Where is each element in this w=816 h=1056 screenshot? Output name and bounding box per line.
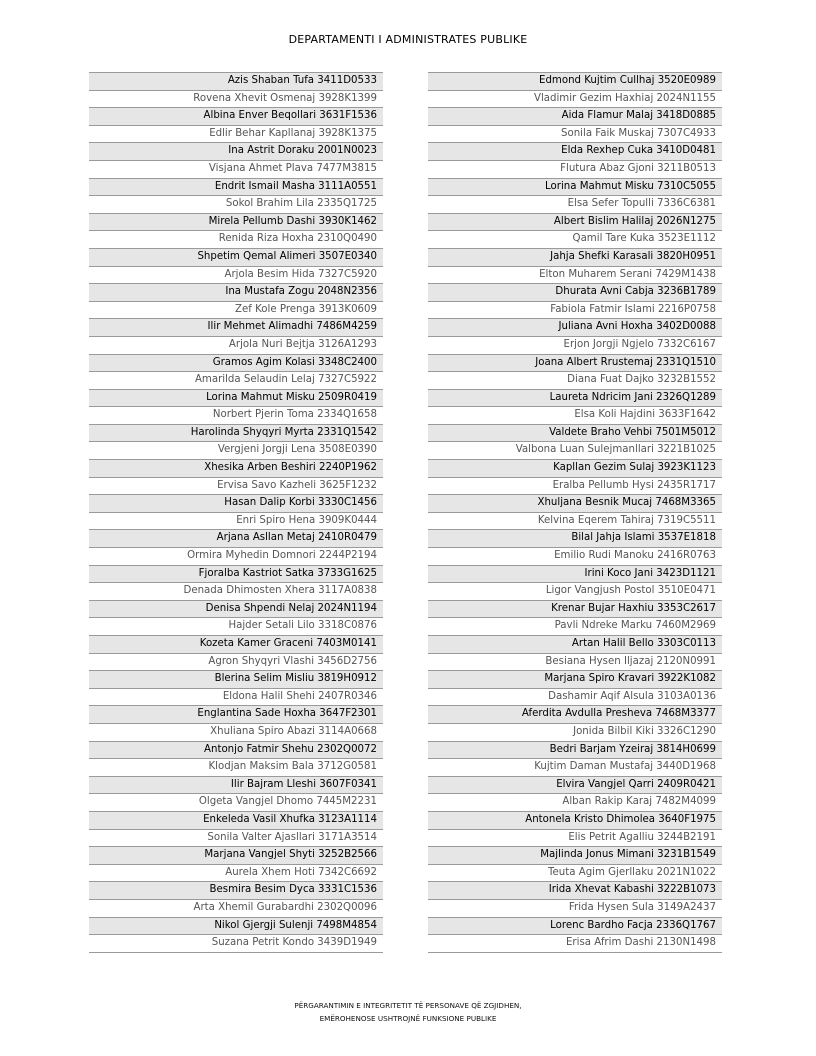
- list-item: Ina Astrit Doraku 2001N0023: [89, 143, 383, 161]
- list-item: Ligor Vangjush Postol 3510E0471: [428, 583, 722, 601]
- list-item: Blerina Selim Misliu 3819H0912: [89, 671, 383, 689]
- list-item: Lorina Mahmut Misku 7310C5055: [428, 179, 722, 197]
- list-item: Azis Shaban Tufa 3411D0533: [89, 73, 383, 91]
- list-item: Alban Rakip Karaj 7482M4099: [428, 794, 722, 812]
- list-item: Xhuliana Spiro Abazi 3114A0668: [89, 724, 383, 742]
- list-item: Flutura Abaz Gjoni 3211B0513: [428, 161, 722, 179]
- list-item: Elvira Vangjel Qarri 2409R0421: [428, 777, 722, 795]
- list-item: Marjana Vangjel Shyti 3252B2566: [89, 847, 383, 865]
- list-item: Englantina Sade Hoxha 3647F2301: [89, 706, 383, 724]
- list-item: Laureta Ndricim Jani 2326Q1289: [428, 390, 722, 408]
- page-footer: [0, 999, 816, 1025]
- list-item: Arjana Asllan Metaj 2410R0479: [89, 530, 383, 548]
- list-item: Aferdita Avdulla Presheva 7468M3377: [428, 706, 722, 724]
- list-item: Klodjan Maksim Bala 3712G0581: [89, 759, 383, 777]
- list-item: Teuta Agim Gjerllaku 2021N1022: [428, 865, 722, 883]
- list-item: Jonida Bilbil Kiki 3326C1290: [428, 724, 722, 742]
- list-item: Kelvina Eqerem Tahiraj 7319C5511: [428, 513, 722, 531]
- list-item: Renida Riza Hoxha 2310Q0490: [89, 231, 383, 249]
- list-item: Erjon Jorgji Ngjelo 7332C6167: [428, 337, 722, 355]
- list-item: Endrit Ismail Masha 3111A0551: [89, 179, 383, 197]
- list-item: Xhuljana Besnik Mucaj 7468M3365: [428, 495, 722, 513]
- list-item: Lorenc Bardho Facja 2336Q1767: [428, 918, 722, 936]
- list-item: Aida Flamur Malaj 3418D0885: [428, 108, 722, 126]
- list-item: Marjana Spiro Kravari 3922K1082: [428, 671, 722, 689]
- list-item: Bilal Jahja Islami 3537E1818: [428, 530, 722, 548]
- list-item: Valbona Luan Sulejmanllari 3221B1025: [428, 442, 722, 460]
- list-item: Lorina Mahmut Misku 2509R0419: [89, 390, 383, 408]
- list-item: Hasan Dalip Korbi 3330C1456: [89, 495, 383, 513]
- list-item: Norbert Pjerin Toma 2334Q1658: [89, 407, 383, 425]
- list-item: Amarilda Selaudin Lelaj 7327C5922: [89, 372, 383, 390]
- list-item: Ormira Myhedin Domnori 2244P2194: [89, 548, 383, 566]
- list-item: Arta Xhemil Gurabardhi 2302Q0096: [89, 900, 383, 918]
- list-item: Vladimir Gezim Haxhiaj 2024N1155: [428, 91, 722, 109]
- list-item: Emilio Rudi Manoku 2416R0763: [428, 548, 722, 566]
- list-item: Valdete Braho Vehbi 7501M5012: [428, 425, 722, 443]
- list-item: Antonjo Fatmir Shehu 2302Q0072: [89, 742, 383, 760]
- list-item: Kujtim Daman Mustafaj 3440D1968: [428, 759, 722, 777]
- list-item: Hajder Setali Lilo 3318C0876: [89, 618, 383, 636]
- list-item: Arjola Nuri Bejtja 3126A1293: [89, 337, 383, 355]
- list-item: Elton Muharem Serani 7429M1438: [428, 267, 722, 285]
- list-item: Elsa Koli Hajdini 3633F1642: [428, 407, 722, 425]
- list-item: Antonela Kristo Dhimolea 3640F1975: [428, 812, 722, 830]
- list-item: Albert Bislim Halilaj 2026N1275: [428, 214, 722, 232]
- list-item: Arjola Besim Hida 7327C5920: [89, 267, 383, 285]
- list-item: Denisa Shpendi Nelaj 2024N1194: [89, 601, 383, 619]
- list-item: Eldona Halil Shehi 2407R0346: [89, 689, 383, 707]
- list-item: Olgeta Vangjel Dhomo 7445M2231: [89, 794, 383, 812]
- list-item: Jahja Shefki Karasali 3820H0951: [428, 249, 722, 267]
- list-item: Qamil Tare Kuka 3523E1112: [428, 231, 722, 249]
- left-name-list: [89, 72, 383, 953]
- list-item: Vergjeni Jorgji Lena 3508E0390: [89, 442, 383, 460]
- list-item: Sonila Faik Muskaj 7307C4933: [428, 126, 722, 144]
- list-item: Pavli Ndreke Marku 7460M2969: [428, 618, 722, 636]
- list-item: Nikol Gjergji Sulenji 7498M4854: [89, 918, 383, 936]
- list-item: Mirela Pellumb Dashi 3930K1462: [89, 214, 383, 232]
- list-item: Juliana Avni Hoxha 3402D0088: [428, 319, 722, 337]
- page-title: DEPARTAMENTI I ADMINISTRATES PUBLIKE: [288, 33, 528, 46]
- list-item: Sonila Valter Ajasllari 3171A3514: [89, 830, 383, 848]
- list-item: Ervisa Savo Kazheli 3625F1232: [89, 478, 383, 496]
- list-item: Krenar Bujar Haxhiu 3353C2617: [428, 601, 722, 619]
- list-item: Albina Enver Beqollari 3631F1536: [89, 108, 383, 126]
- list-item: Diana Fuat Dajko 3232B1552: [428, 372, 722, 390]
- list-item: Dhurata Avni Cabja 3236B1789: [428, 284, 722, 302]
- list-item: Bedri Barjam Yzeiraj 3814H0699: [428, 742, 722, 760]
- list-item: Xhesika Arben Beshiri 2240P1962: [89, 460, 383, 478]
- list-item: Ina Mustafa Zogu 2048N2356: [89, 284, 383, 302]
- list-item: Enri Spiro Hena 3909K0444: [89, 513, 383, 531]
- list-item: Irini Koco Jani 3423D1121: [428, 566, 722, 584]
- list-item: Shpetim Qemal Alimeri 3507E0340: [89, 249, 383, 267]
- list-item: Irida Xhevat Kabashi 3222B1073: [428, 882, 722, 900]
- footer-line-2: EMËROHENOSE USHTROJNË FUNKSIONE PUBLIKE: [319, 1014, 497, 1023]
- list-item: Eralba Pellumb Hysi 2435R1717: [428, 478, 722, 496]
- list-item: Suzana Petrit Kondo 3439D1949: [89, 935, 383, 953]
- footer-line-1: PËRGARANTIMIN E INTEGRITETIT TË PERSONAVE QË ZGJIDHEN,: [294, 1001, 522, 1010]
- list-item: Elda Rexhep Cuka 3410D0481: [428, 143, 722, 161]
- list-item: Kozeta Kamer Graceni 7403M0141: [89, 636, 383, 654]
- list-item: Elis Petrit Agalliu 3244B2191: [428, 830, 722, 848]
- list-item: Aurela Xhem Hoti 7342C6692: [89, 865, 383, 883]
- right-name-list: [428, 72, 722, 953]
- list-item: Edmond Kujtim Cullhaj 3520E0989: [428, 73, 722, 91]
- list-item: Joana Albert Rrustemaj 2331Q1510: [428, 355, 722, 373]
- list-item: Besiana Hysen Iljazaj 2120N0991: [428, 654, 722, 672]
- list-item: Ilir Mehmet Alimadhi 7486M4259: [89, 319, 383, 337]
- list-item: Frida Hysen Sula 3149A2437: [428, 900, 722, 918]
- list-item: Kapllan Gezim Sulaj 3923K1123: [428, 460, 722, 478]
- list-item: Enkeleda Vasil Xhufka 3123A1114: [89, 812, 383, 830]
- list-item: Harolinda Shyqyri Myrta 2331Q1542: [89, 425, 383, 443]
- list-item: Agron Shyqyri Vlashi 3456D2756: [89, 654, 383, 672]
- list-item: Zef Kole Prenga 3913K0609: [89, 302, 383, 320]
- list-item: Besmira Besim Dyca 3331C1536: [89, 882, 383, 900]
- list-item: Elsa Sefer Topulli 7336C6381: [428, 196, 722, 214]
- list-item: Artan Halil Bello 3303C0113: [428, 636, 722, 654]
- list-item: Gramos Agim Kolasi 3348C2400: [89, 355, 383, 373]
- list-item: Sokol Brahim Lila 2335Q1725: [89, 196, 383, 214]
- list-item: Visjana Ahmet Plava 7477M3815: [89, 161, 383, 179]
- list-item: Dashamir Aqif Alsula 3103A0136: [428, 689, 722, 707]
- list-item: Erisa Afrim Dashi 2130N1498: [428, 935, 722, 953]
- list-item: Rovena Xhevit Osmenaj 3928K1399: [89, 91, 383, 109]
- list-item: Fjoralba Kastriot Satka 3733G1625: [89, 566, 383, 584]
- list-item: Denada Dhimosten Xhera 3117A0838: [89, 583, 383, 601]
- list-item: Fabiola Fatmir Islami 2216P0758: [428, 302, 722, 320]
- list-item: Ilir Bajram Lleshi 3607F0341: [89, 777, 383, 795]
- list-item: Majlinda Jonus Mimani 3231B1549: [428, 847, 722, 865]
- list-item: Edlir Behar Kapllanaj 3928K1375: [89, 126, 383, 144]
